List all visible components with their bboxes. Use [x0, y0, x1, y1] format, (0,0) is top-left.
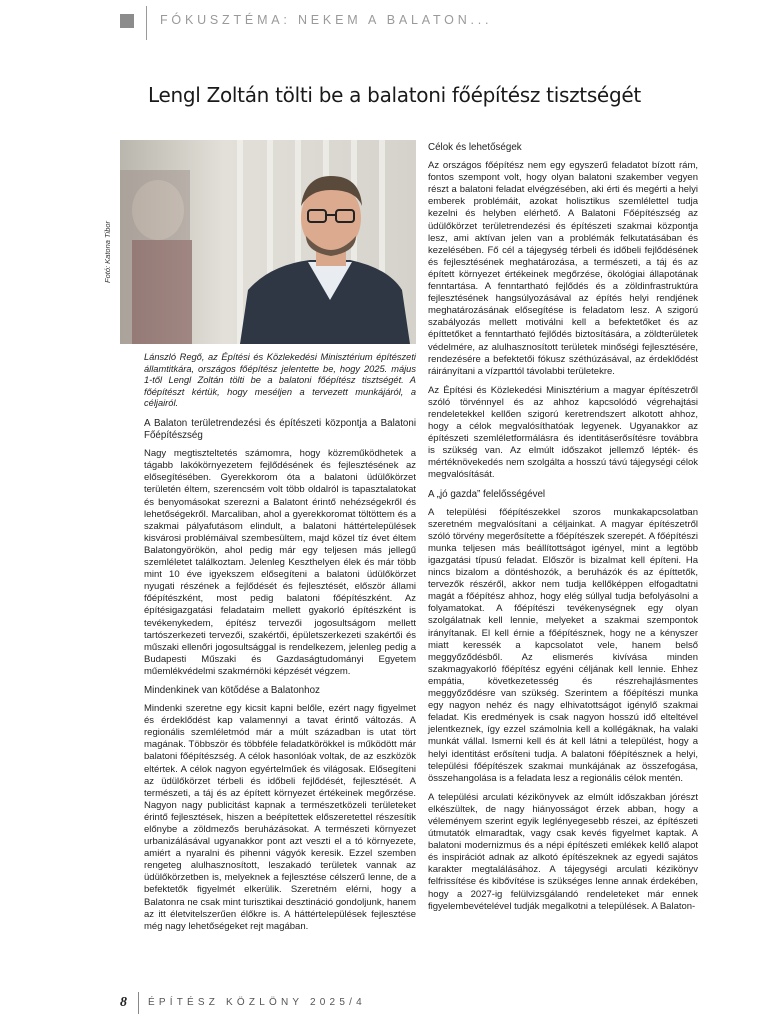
- portrait-illustration: [120, 140, 416, 344]
- paragraph: A települési főépítészekkel szoros munkakapcsolatban szeretném megvalósítani a céljainkat. A magyar építészetről szóló törvény megerősítette a főépítészek szerepét. A főépítészi munka teljesen más beállítottságot igényel, mint a legtöbb igazgatási típusú feladat. Először is bizalmat kell építeni. Ha nincs bizalom a döntéshozók, a beruházók és az építtetők, tervezők részéről, akkor nem tudja kellőképpen elfogadtatni magát a főépítész ahhoz, hogy elég súllyal tudja befolyásolni a folyamatokat. A főépítészi tevékenységnek egy olyan szolgálatnak kell lennie, melyeket a szakmai szempontok irányítanak. El kell érnie a főépítésznek, hogy ne a kényszer miatt keressék a kapcsolatot vele, hanem belső meggyőződésből. Az elismerés kivívása minden szakmagyakorló főépítész egyéni céljának kell lennie. Ehhez empátia, következetesség és részrehajlásmentes meggyőződésre van szükség. Szerintem a főépítészi munka egy nagyon nehéz és nagy elhivatottságot igénylő szakmai feladat. Kis eredmények is csak nagyon hosszú idő elteltével jelentkeznek, így ezzel számolnia kell a kollégáknak, ha valaki munkát vállal. Ismerni kell és át kell látni a települést, hogy a helyi identitást erősíteni tudja. A balatoni főépítésznek a helyi, települési főépítészek szakmai munkájának az összefogása, összehangolása is a feladata lesz a regionális célok mentén.: [428, 506, 698, 784]
- paragraph: Mindenki szeretne egy kicsit kapni belőle, ezért nagy figyelmet és érdeklődést kap valamennyi a tavat érintő változás. A regionális szemléletmód már a múlt században is utat tört magának. Többször és többféle feladatkörökkel is működött már balatoni főépítészség. A célok hasonlóak voltak, de az eszközök eltértek. A célok nagyon egyértelműek és világosak. Elősegíteni az üdülőkörzet térbeli és időbeli fejlődését, fejlesztését. A természeti, a táj és az épített környezet értékeinek megőrzése. Nagyon nagy publicitást kapnak a természetközeli területeket érintő fejlesztések, hiszen a beépítettek előszeretettel részesítik előnybe a zöldmezős beruházásokat. A természeti környezet urbanizálásával ugyanakkor pont azt veszti el a tó környezete, amiért a nyaralni és pihenni vágyók keresik. Ezzel szemben rengeteg alulhasznosított, leszakadó területek vannak az üdülőkörzetben is, melyeknek a fejlesztése célszerű lenne, de a befektetők figyelmét elkerülik. Szeretném elérni, hogy a Balatonra ne csak mint turisztikai desztináció gondoljunk, hanem az itt életvitelszerűen élőkre is. A háttértelepülések fejlesztése még nagy lehetőségeket rejt magában.: [144, 703, 416, 932]
- header-square-marker: [120, 14, 134, 28]
- page-number: 8: [120, 995, 127, 1010]
- section-heading: Célok és lehetőségek: [428, 142, 522, 153]
- portrait-photo: [120, 140, 416, 344]
- photo-caption: Lánszló Regő, az Építési és Közlekedési Minisztérium építészeti államtitkára, országos főépítész jelentette be, hogy 2025. május 1-től Lengl Zoltán tölti be a balatoni főépítész tisztségét. A főépítészt kértük, hogy meséljen a tervezett munkájáról, a céljairól.: [144, 352, 416, 409]
- publication-name: ÉPÍTÉSZ KÖZLÖNY 2025/4: [148, 997, 366, 1008]
- section-heading: A Balaton területrendezési és építészeti központja a Balatoni Főépítészség: [144, 418, 416, 442]
- paragraph: Nagy megtiszteltetés számomra, hogy közreműködhetek a tágabb lakókörnyezetem fejlődésének és fejlesztésének az elősegítésében. Gyerekkorom óta a balatoni üdülőkörzet területén éltem, szerencsém volt több oldalról is tapasztalatokat és benyomásokat szerezni a Balatont érintő nehézségekről és lehetőségekről. Marcaliban, ahol a gyerekkoromat töltöttem és a szakmai pályafutásom elindult, a balatoni háttértelepülések kisvárosi problémáival szembesültem, majd közel tíz évet éltem Balatongyörökön, ahol pedig már egy teljesen más jellegű szemléletet találkoztam. Jelenleg Keszthelyen élek és már több mint 10 éve igyekszem elősegíteni a balatoni üdülőkörzet nyugati részének a fejlődését és fejlesztését, először állami főépítészként, most pedig balatoni főépítészként. Az építésigazgatási feladataim mellett gyakorló építészként is tevékenykedem, építész tervezői jogosultságom mellett tartószerkezeti tervezői, szakértői, épületszerkezeti szakértői és műszaki ellenőri jogosultsággal is rendelkezem, jelenleg pedig a Budapesti Műszaki és Gazdaságtudományi Egyetem műemlékvédelmi szakmérnöki képzését végzem.: [144, 448, 416, 677]
- paragraph: Az országos főépítész nem egy egyszerű feladatot bízott rám, fontos szempont volt, hogy olyan balatoni szakember vegyen részt a balatoni feladat elvégzésében, aki érti és megérti a helyi emberek problémáit, azokat holisztikus szemlélettel tudja kezelni és helyben elérhető. A Balatoni Főépítészség az üdülőkörzet területrendezési és építészeti szakmai központja lesz, ami aktívan jelen van a problémák felkutatásában és kezelésében. Fő cél a tájegység térbeli és időbeli fejlődésének és fejlesztésének meghatározása, a természeti, a táj és az épített környezet értékeinek megőrzése, ökológiai állapotának fenntartása. A fenntartható fejlődés és a zöldinfrastruktúra fejlesztésének hangsúlyozásával az építés helyi rendjének meghatározásának elősegítése is feladatom lesz. A szigorú szabályozás mellett motiválni kell a befektetőket és az építtetőket a fenntartható fejlődés biztosítására, a zöldterületek védelmére, az alulhasznosított területek minőségi fejlesztésére, rendezésére a befektetői fókusz széthúzásával, az érdeklődést ráirányítani a vízparttól távolabbi területekre.: [428, 160, 698, 377]
- left-column: [144, 418, 416, 940]
- paragraph: A települési arculati kézikönyvek az elmúlt időszakban jórészt elkészültek, de nagy hiányosságot érzek abban, hogy a véleményem szerint egyik leglényegesebb részei, az építészeti útmutatók elmaradtak, vagy csak kevés figyelmet kaptak. A balatoni modernizmus és a népi építészeti emlékek kellő alapot és inspirációt adnak az alkotó építészeknek az egyedi sajátos karakter megtalálásához. A tájegységi arculati kézikönyv felfrissítése és kibővítése is szükséges lenne annak érdekében, hogy a 2027-ig felülvizsgálandó rendeleteket már ennek figyelembevételével tudják megalkotni a települések. A Balaton-: [428, 791, 698, 912]
- section-heading: Mindenkinek van kötődése a Balatonhoz: [144, 684, 320, 696]
- footer-divider: [138, 992, 139, 1014]
- section-heading: A „jó gazda” felelősségével: [428, 488, 546, 500]
- right-column: [428, 142, 698, 920]
- photo-credit: Fotó: Katona Tibor: [103, 220, 112, 283]
- article-title: Lengl Zoltán tölti be a balatoni főépítész tisztségét: [148, 83, 641, 108]
- paragraph: Az Építési és Közlekedési Minisztérium a magyar építészetről szóló törvénnyel és az ahhoz kapcsolódó végrehajtási rendeletekkel kellően szigorú keretrendszert alkotott ahhoz, hogy a célok megvalósíthatóak legyenek. Ugyanakkor az építészeti szemléletformálásra és identitáserősítésre továbbra is szükség van. Az elmúlt időszakot jellemző lépték- és mértéknövekedés nem szolgálta a hosszú távú tájegységi célok megvalósítását.: [428, 384, 698, 481]
- header-divider: [146, 6, 147, 40]
- section-kicker: FÓKUSZTÉMA: NEKEM A BALATON...: [160, 13, 493, 27]
